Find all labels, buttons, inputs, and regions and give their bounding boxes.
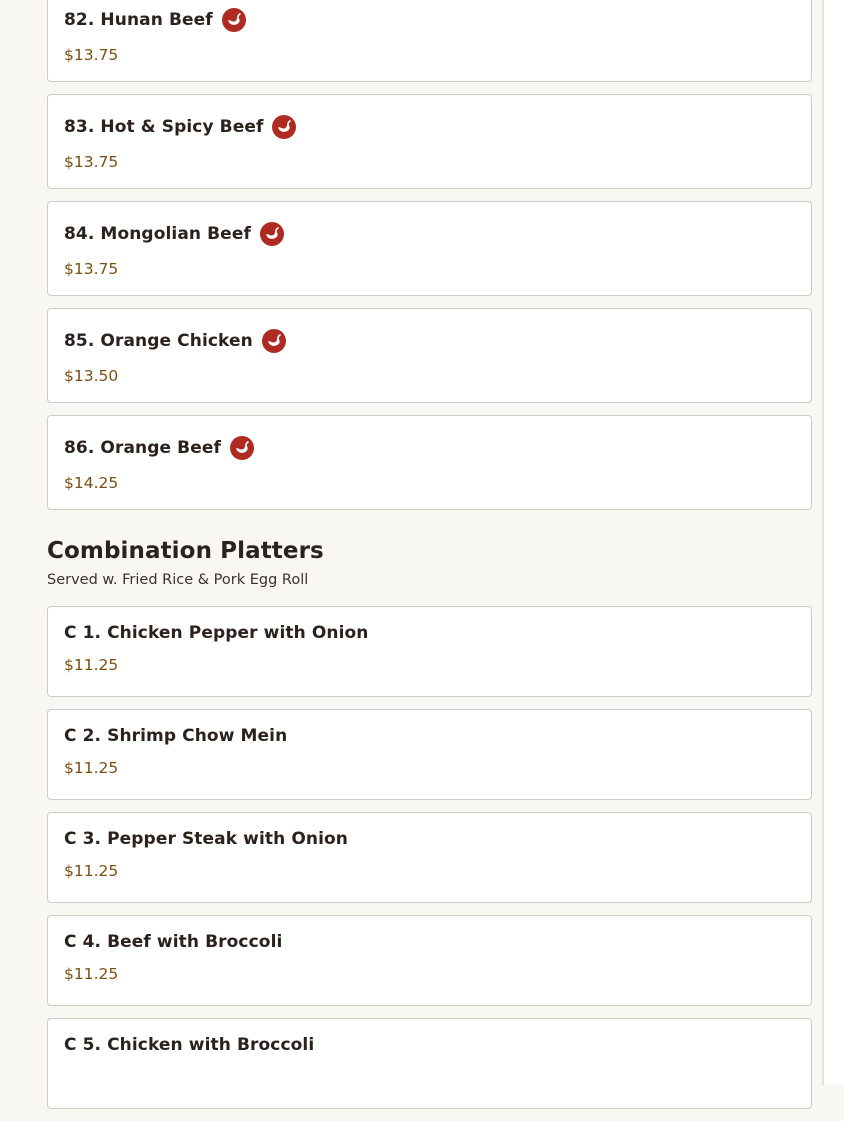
menu-item-card[interactable]	[47, 0, 812, 82]
menu-item-header	[64, 930, 795, 954]
menu-item-name: C 1. Chicken Pepper with Onion	[64, 623, 369, 643]
menu-item-price: $13.75	[64, 260, 119, 278]
menu-item-name: C 2. Shrimp Chow Mein	[64, 726, 288, 746]
menu-item-name: 85. Orange Chicken	[64, 331, 253, 351]
menu-item-price: $13.50	[64, 367, 119, 385]
menu-item-price: $13.75	[64, 46, 119, 64]
menu-item-card[interactable]	[47, 915, 812, 1006]
menu-item-price: $11.25	[64, 965, 119, 983]
menu-item-name: 82. Hunan Beef	[64, 10, 213, 30]
menu-item-card[interactable]	[47, 1018, 812, 1109]
menu-item-price: $11.25	[64, 759, 119, 777]
menu-item-price: $11.25	[64, 862, 119, 880]
section-subtitle: Served w. Fried Rice & Pork Egg Roll	[47, 572, 309, 588]
menu-item-card[interactable]	[47, 606, 812, 697]
menu-item-price: $14.25	[64, 474, 119, 492]
menu-item-name: C 4. Beef with Broccoli	[64, 932, 283, 952]
menu-item-header	[64, 222, 795, 246]
menu-item-name: C 3. Pepper Steak with Onion	[64, 829, 348, 849]
menu-item-name: 83. Hot & Spicy Beef	[64, 117, 264, 137]
menu-item-price: $11.25	[64, 656, 119, 674]
menu-item-card[interactable]	[47, 812, 812, 903]
menu-column	[47, 0, 812, 1121]
menu-item-header	[64, 724, 795, 748]
chili-pepper-icon	[222, 8, 246, 32]
menu-item-name: 84. Mongolian Beef	[64, 224, 251, 244]
menu-item-card[interactable]	[47, 94, 812, 189]
menu-item-header	[64, 827, 795, 851]
menu-item-card[interactable]	[47, 308, 812, 403]
menu-item-header	[64, 329, 795, 353]
chili-pepper-icon	[272, 115, 296, 139]
section-header	[47, 536, 812, 590]
menu-item-header	[64, 1033, 795, 1057]
menu-item-header	[64, 436, 795, 460]
chili-pepper-icon	[262, 329, 286, 353]
menu-item-price: $13.75	[64, 153, 119, 171]
section-title: Combination Platters	[47, 538, 324, 564]
menu-item-name: 86. Orange Beef	[64, 438, 221, 458]
right-gutter	[824, 0, 844, 1085]
chili-pepper-icon	[230, 436, 254, 460]
menu-item-name: C 5. Chicken with Broccoli	[64, 1035, 315, 1055]
menu-item-card[interactable]	[47, 709, 812, 800]
menu-item-header	[64, 8, 795, 32]
chili-pepper-icon	[260, 222, 284, 246]
menu-item-header	[64, 115, 795, 139]
menu-item-header	[64, 621, 795, 645]
menu-item-card[interactable]	[47, 415, 812, 510]
menu-item-card[interactable]	[47, 201, 812, 296]
